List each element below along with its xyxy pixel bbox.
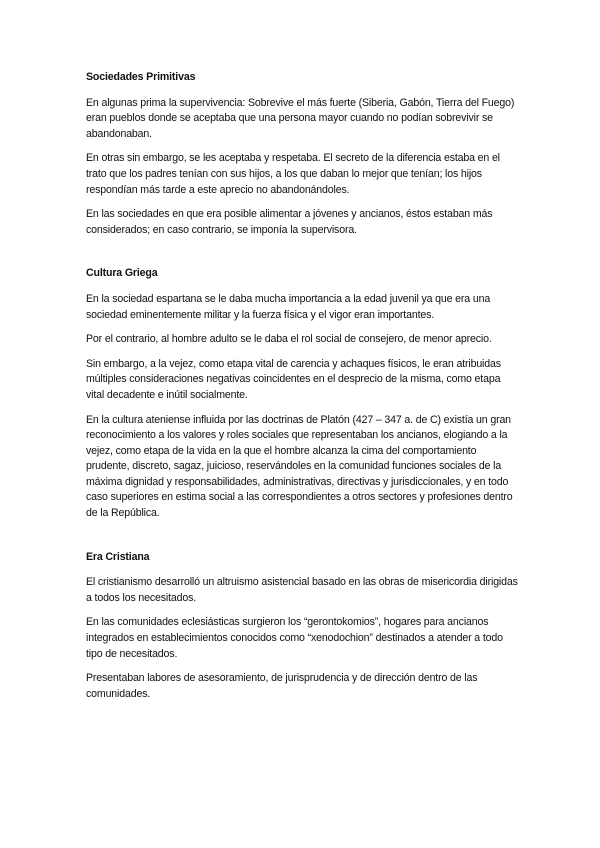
paragraph: En algunas prima la supervivencia: Sobrevive el más fuerte (Siberia, Gabón, Tierra del Fuego) eran pueblos donde se aceptaba que una persona mayor cuando no podían sobrevivir se abandonaban.: [86, 96, 515, 140]
section-cultura-griega: [86, 266, 518, 521]
section-heading: Sociedades Primitivas: [86, 71, 196, 83]
paragraph: Por el contrario, al hombre adulto se le daba el rol social de consejero, de menor aprecio.: [86, 333, 492, 346]
section-sociedades-primitivas: [86, 70, 518, 238]
paragraph: Sin embargo, a la vejez, como etapa vital de carencia y achaques físicos, le eran atribuidas múltiples consideraciones negativas coincidentes en el desprecio de la misma, como etapa vital decadente e inútil socialmente.: [86, 357, 501, 401]
paragraph: En las comunidades eclesiásticas surgieron los “gerontokomios”, hogares para ancianos integrados en establecimientos conocidos como “xenodochion” destinados a atender a todo tipo de necesitados.: [86, 616, 503, 660]
paragraph: El cristianismo desarrolló un altruismo asistencial basado en las obras de misericordia dirigidas a todos los necesitados.: [86, 576, 518, 604]
paragraph: Presentaban labores de asesoramiento, de jurisprudencia y de dirección dentro de las comunidades.: [86, 672, 478, 700]
section-era-cristiana: [86, 550, 518, 703]
section-heading: Cultura Griega: [86, 267, 158, 280]
paragraph: En otras sin embargo, se les aceptaba y respetaba. El secreto de la diferencia estaba en el trato que los padres tenían con sus hijos, a los que daban lo mejor que tenían; los hijos respondían más tarde a este aprecio no abandonándoles.: [86, 152, 500, 196]
paragraph: En la cultura ateniense influida por las doctrinas de Platón (427 – 347 a. de C) existía un gran reconocimiento a los valores y roles sociales que representaban los ancianos, elogiando a la vejez, como etapa de la vida en la que el hombre alcanza la cima del comportamiento prudente, discreto, sagaz, juicioso, reservándoles en la comunidad funciones sociales de la máxima dignidad y responsabilidades, administrativas, directivas y jurisdiccionales, y en todo caso superiores en estima social a las correspondientes a otros sectores y profesiones dentro de la República.: [86, 413, 513, 520]
paragraph: En las sociedades en que era posible alimentar a jóvenes y ancianos, éstos estaban más considerados; en caso contrario, se imponía la supervisora.: [86, 208, 493, 236]
document-page: [86, 70, 518, 702]
paragraph: En la sociedad espartana se le daba mucha importancia a la edad juvenil ya que era una sociedad eminentemente militar y la fuerza física y el vigor eran importantes.: [86, 292, 491, 321]
section-heading: Era Cristiana: [86, 550, 150, 563]
